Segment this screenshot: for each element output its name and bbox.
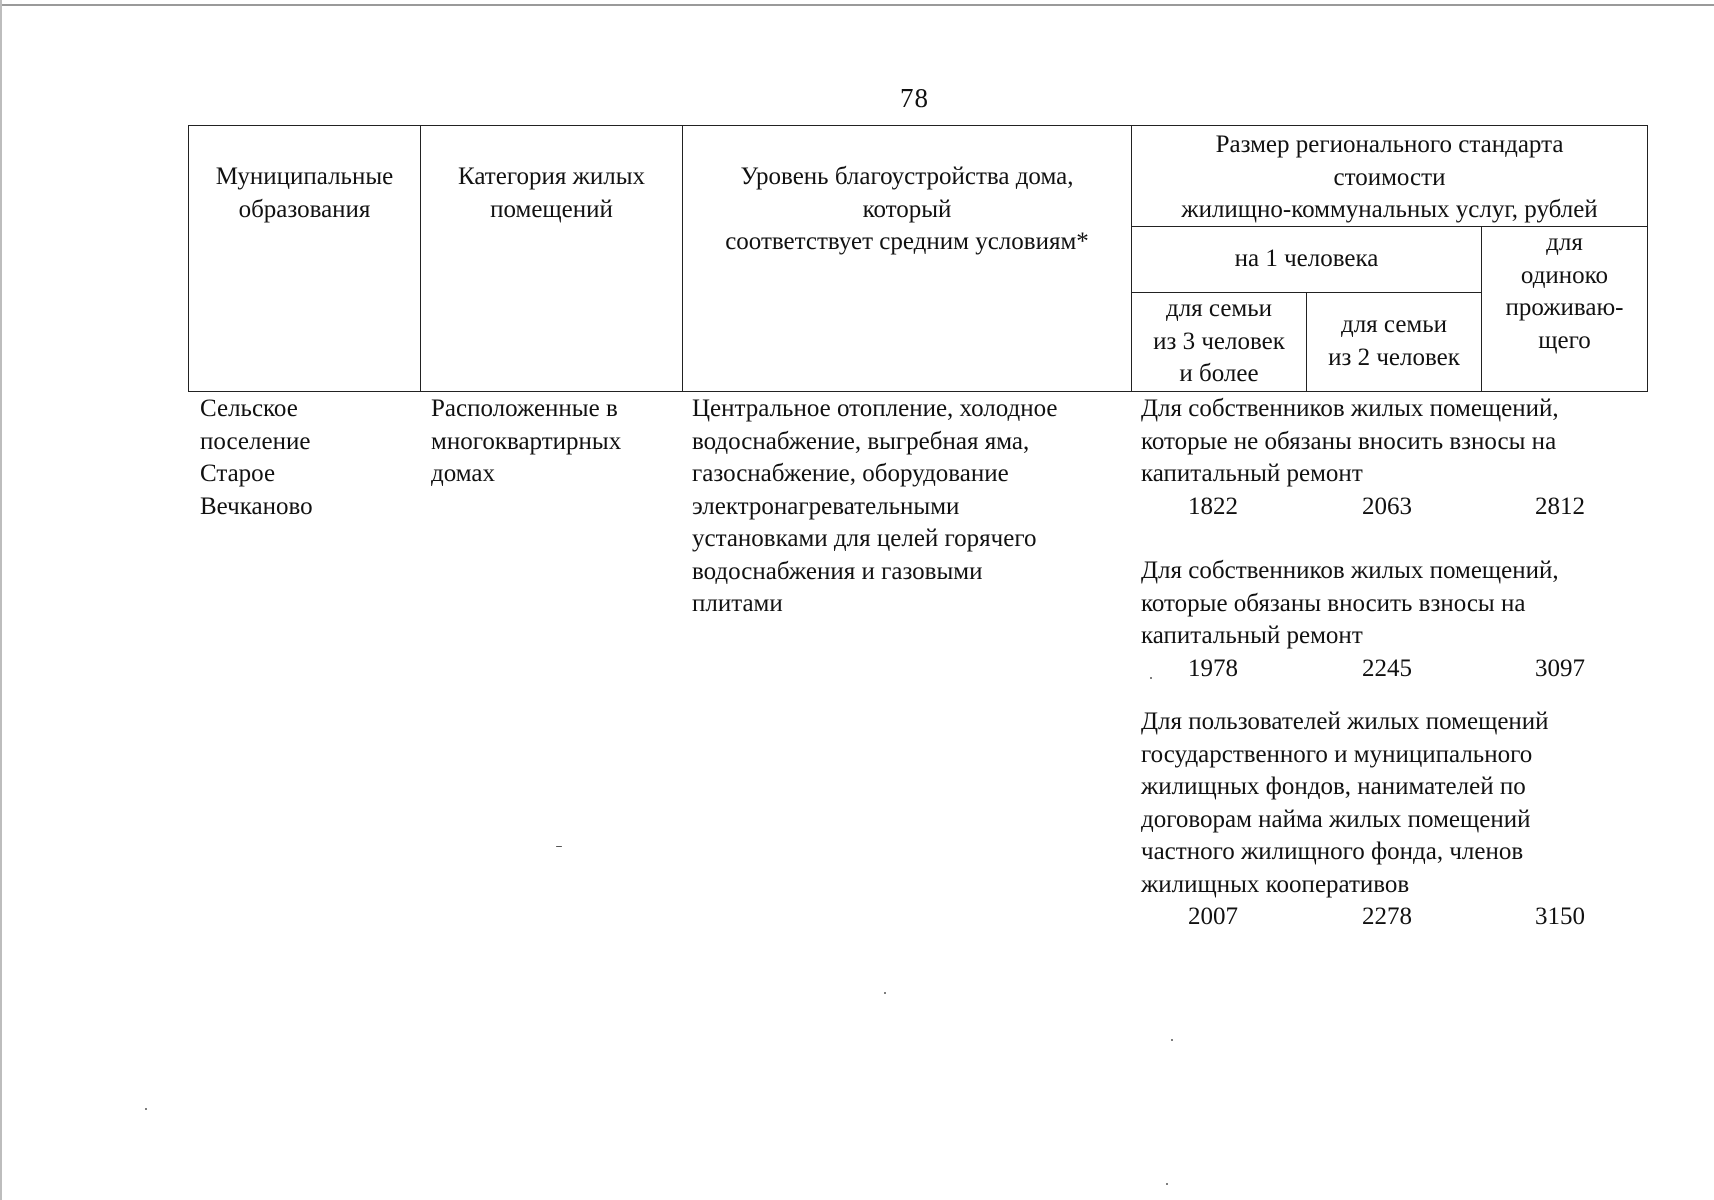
scan-speck [1166, 1183, 1168, 1185]
scan-edge-left [0, 0, 2, 1200]
cost-group-3 [1141, 706, 1661, 933]
value-family2: 2063 [1362, 492, 1412, 520]
value-family3: 1822 [1188, 492, 1238, 520]
cost-group-2 [1141, 555, 1681, 685]
cost-group-1-label: Для собственников жилых помещений, которые не обязаны вносить взносы на капитальный ремонт [1141, 395, 1559, 487]
row-level: Центральное отопление, холодное водоснабжение, выгребная яма, газоснабжение, оборудование электронагревательными установками для целей горячего водоснабжения и газовыми плитами [692, 395, 1058, 617]
header-per-person-text: на 1 человека [1234, 245, 1379, 272]
header-family2 [1307, 293, 1482, 392]
header-standard-text: Размер регионального стандарта стоимости жилищно-коммунальных услуг, рублей [1181, 131, 1598, 223]
scan-speck [1171, 1039, 1173, 1041]
cost-group-1 [1141, 393, 1661, 523]
row-category: Расположенные в многоквартирных домах [431, 395, 622, 487]
value-family2: 2278 [1362, 903, 1412, 930]
header-family3-text: для семьи из 3 человек и более [1153, 295, 1285, 387]
header-standard [1132, 126, 1648, 227]
scan-speck [556, 846, 562, 847]
scan-speck [145, 1108, 147, 1110]
scan-speck [1150, 677, 1152, 679]
header-single-text: для одиноко проживаю- щего [1505, 229, 1624, 354]
header-per-person [1132, 227, 1482, 293]
value-single: 3150 [1535, 903, 1585, 930]
value-single: 2812 [1535, 492, 1585, 520]
header-municipality [189, 126, 421, 392]
header-category [421, 126, 683, 392]
header-family2-text: для семьи из 2 человек [1328, 311, 1460, 371]
value-family3: 1978 [1188, 654, 1238, 682]
header-single [1482, 227, 1648, 392]
header-municipality-text: Муниципальные образования [215, 163, 394, 223]
cost-group-2-values [1141, 653, 1681, 685]
value-family3: 2007 [1188, 903, 1238, 930]
header-level [683, 126, 1132, 392]
header-level-text: Уровень благоустройства дома, который соответствует средним условиям* [725, 163, 1089, 255]
value-single: 3097 [1535, 654, 1585, 682]
table-header [188, 125, 1648, 392]
value-family2: 2245 [1362, 654, 1412, 682]
cost-group-1-values [1141, 491, 1661, 523]
page-number: 78 [900, 83, 929, 113]
scan-speck [884, 992, 886, 994]
scan-edge-top [0, 4, 1714, 6]
header-family3 [1132, 293, 1307, 392]
header-category-text: Категория жилых помещений [458, 163, 645, 223]
cost-group-2-label: Для собственников жилых помещений, которые обязаны вносить взносы на капитальный ремонт [1141, 557, 1559, 649]
cost-group-3-label: Для пользователей жилых помещений государственного и муниципального жилищных фондов, нанимателей по договорам найма жилых помещений частного жилищного фонда, членов жилищных кооперативов [1141, 708, 1549, 898]
row-municipality: Сельское поселение Старое Вечканово [200, 395, 313, 520]
cost-group-3-values [1141, 901, 1661, 933]
